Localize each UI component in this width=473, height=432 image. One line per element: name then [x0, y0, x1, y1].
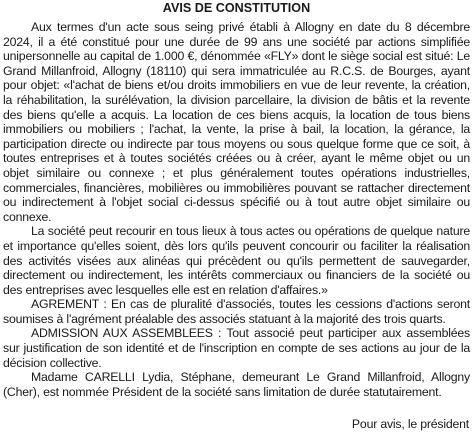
paragraph-agrement: AGREMENT : En cas de pluralité d'associés, toutes les cessions d'actions seront soumises à l'agrément préalable des associés statuant à la majorité des trois quarts. — [3, 297, 470, 326]
notice-title: AVIS DE CONSTITUTION — [162, 1, 311, 15]
paragraph-admission: ADMISSION AUX ASSEMBLEES : Tout associé peut participer aux assemblées sur justification de son identité et de l'inscription en compte de ses actions au jour de la décision collective. — [3, 326, 470, 370]
paragraph-constitution: Aux termes d'un acte sous seing privé établi à Allogny en date du 8 décembre 2024, il a été constitué pour une durée de 99 ans une société par actions simplifiée unipersonnelle au capital de 1.000 €, dénommée «FLY» dont le siège social est situé: Le Grand Millanfroid, Allogny (18110) qui sera immatriculée au R.C.S. de Bourges, ayant pour objet: «l'achat de biens et/ou droits immobiliers en vue de leur revente, la création, la réhabilitation, la surélévation, la division parcellaire, la division de bâtis et la revente des biens qu'elle a acquis. La location de ces biens acquis, la location de tous biens immobiliers ou mobiliers ; l'achat, la vente, la prise à bail, la location, la gérance, la participation directe ou indirecte par tous moyens ou sous quelque forme que ce soit, à toutes entreprises et à toutes sociétés créées ou à créer, ayant le même objet ou un objet similaire ou connexe ; et plus généralement toutes opérations industrielles, commerciales, financières, mobilières ou immobilières pouvant se rattacher directement ou indirectement à l'objet social ci-dessus spécifié ou à tout autre objet similaire ou connexe. — [3, 20, 470, 224]
paragraph-president: Madame CARELLI Lydia, Stéphane, demeurant Le Grand Millanfroid, Allogny (Cher), est nommée Président de la société sans limitation de durée statutairement. — [3, 370, 470, 399]
paragraph-activities: La société peut recourir en tous lieux à tous actes ou opérations de quelque nature et importance qu'elles soient, dès lors qu'ils peuvent concourir ou faciliter la réalisation des activités visées aux alinéas qui précèdent ou qu'ils permettent de sauvegarder, directement ou indirectement, les intérêts commerciaux ou financiers de la société ou des entreprises avec lesquelles elle est en relation d'affaires.» — [3, 224, 470, 297]
signature: Pour avis, le président — [351, 417, 469, 432]
